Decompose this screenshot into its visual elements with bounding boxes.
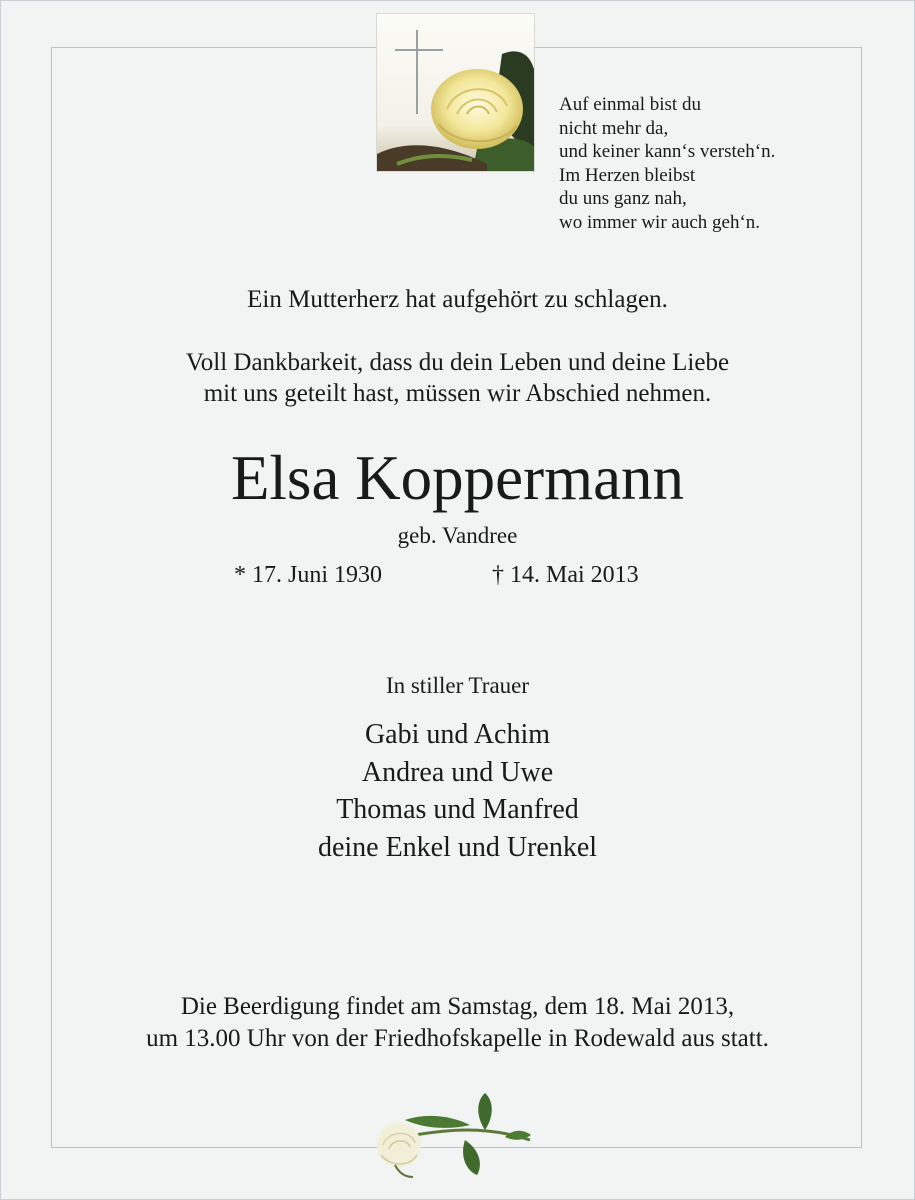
cross-rose-image (376, 13, 535, 172)
poem-line: nicht mehr da, (559, 117, 669, 139)
mourner-item: Andrea und Uwe (361, 756, 554, 788)
rose-icon (431, 69, 523, 149)
funeral-notice (0, 991, 915, 1055)
white-rose-image (365, 1085, 540, 1180)
white-rose-icon (365, 1085, 540, 1180)
poem-line: wo immer wir auch geh‘n. (559, 211, 761, 233)
mourner-item: deine Enkel und Urenkel (317, 831, 598, 863)
birth-date: * 17. Juni 1930 (234, 562, 383, 588)
poem-line: du uns ganz nah, (559, 188, 687, 210)
mourner-item: Thomas und Manfred (336, 794, 579, 825)
poem-line: Im Herzen bleibst (559, 164, 696, 186)
maiden-name: geb. Vandree (397, 523, 518, 548)
death-date: † 14. Mai 2013 (492, 562, 639, 588)
mourning-heading: In stiller Trauer (385, 673, 530, 698)
gratitude-text (0, 347, 915, 409)
intro-text: Ein Mutterherz hat aufgehört zu schlagen. (247, 286, 668, 313)
deceased-name: Elsa Koppermann (230, 443, 685, 513)
gratitude-line: mit uns geteilt hast, müssen wir Abschied nehmen. (203, 380, 712, 407)
mourners-list (0, 716, 915, 866)
funeral-line: Die Beerdigung findet am Samstag, dem 18. Mai 2013, (180, 993, 735, 1020)
poem (559, 93, 859, 235)
poem-line: Auf einmal bist du (559, 94, 701, 115)
poem-line: und keiner kann‘s versteh‘n. (559, 141, 776, 163)
cross-rose-illustration (377, 14, 535, 172)
funeral-line: um 13.00 Uhr von der Friedhofskapelle in Rodewald aus statt. (146, 1025, 769, 1052)
gratitude-line: Voll Dankbarkeit, dass du dein Leben und deine Liebe (185, 349, 730, 376)
mourner-item: Gabi und Achim (364, 719, 551, 750)
